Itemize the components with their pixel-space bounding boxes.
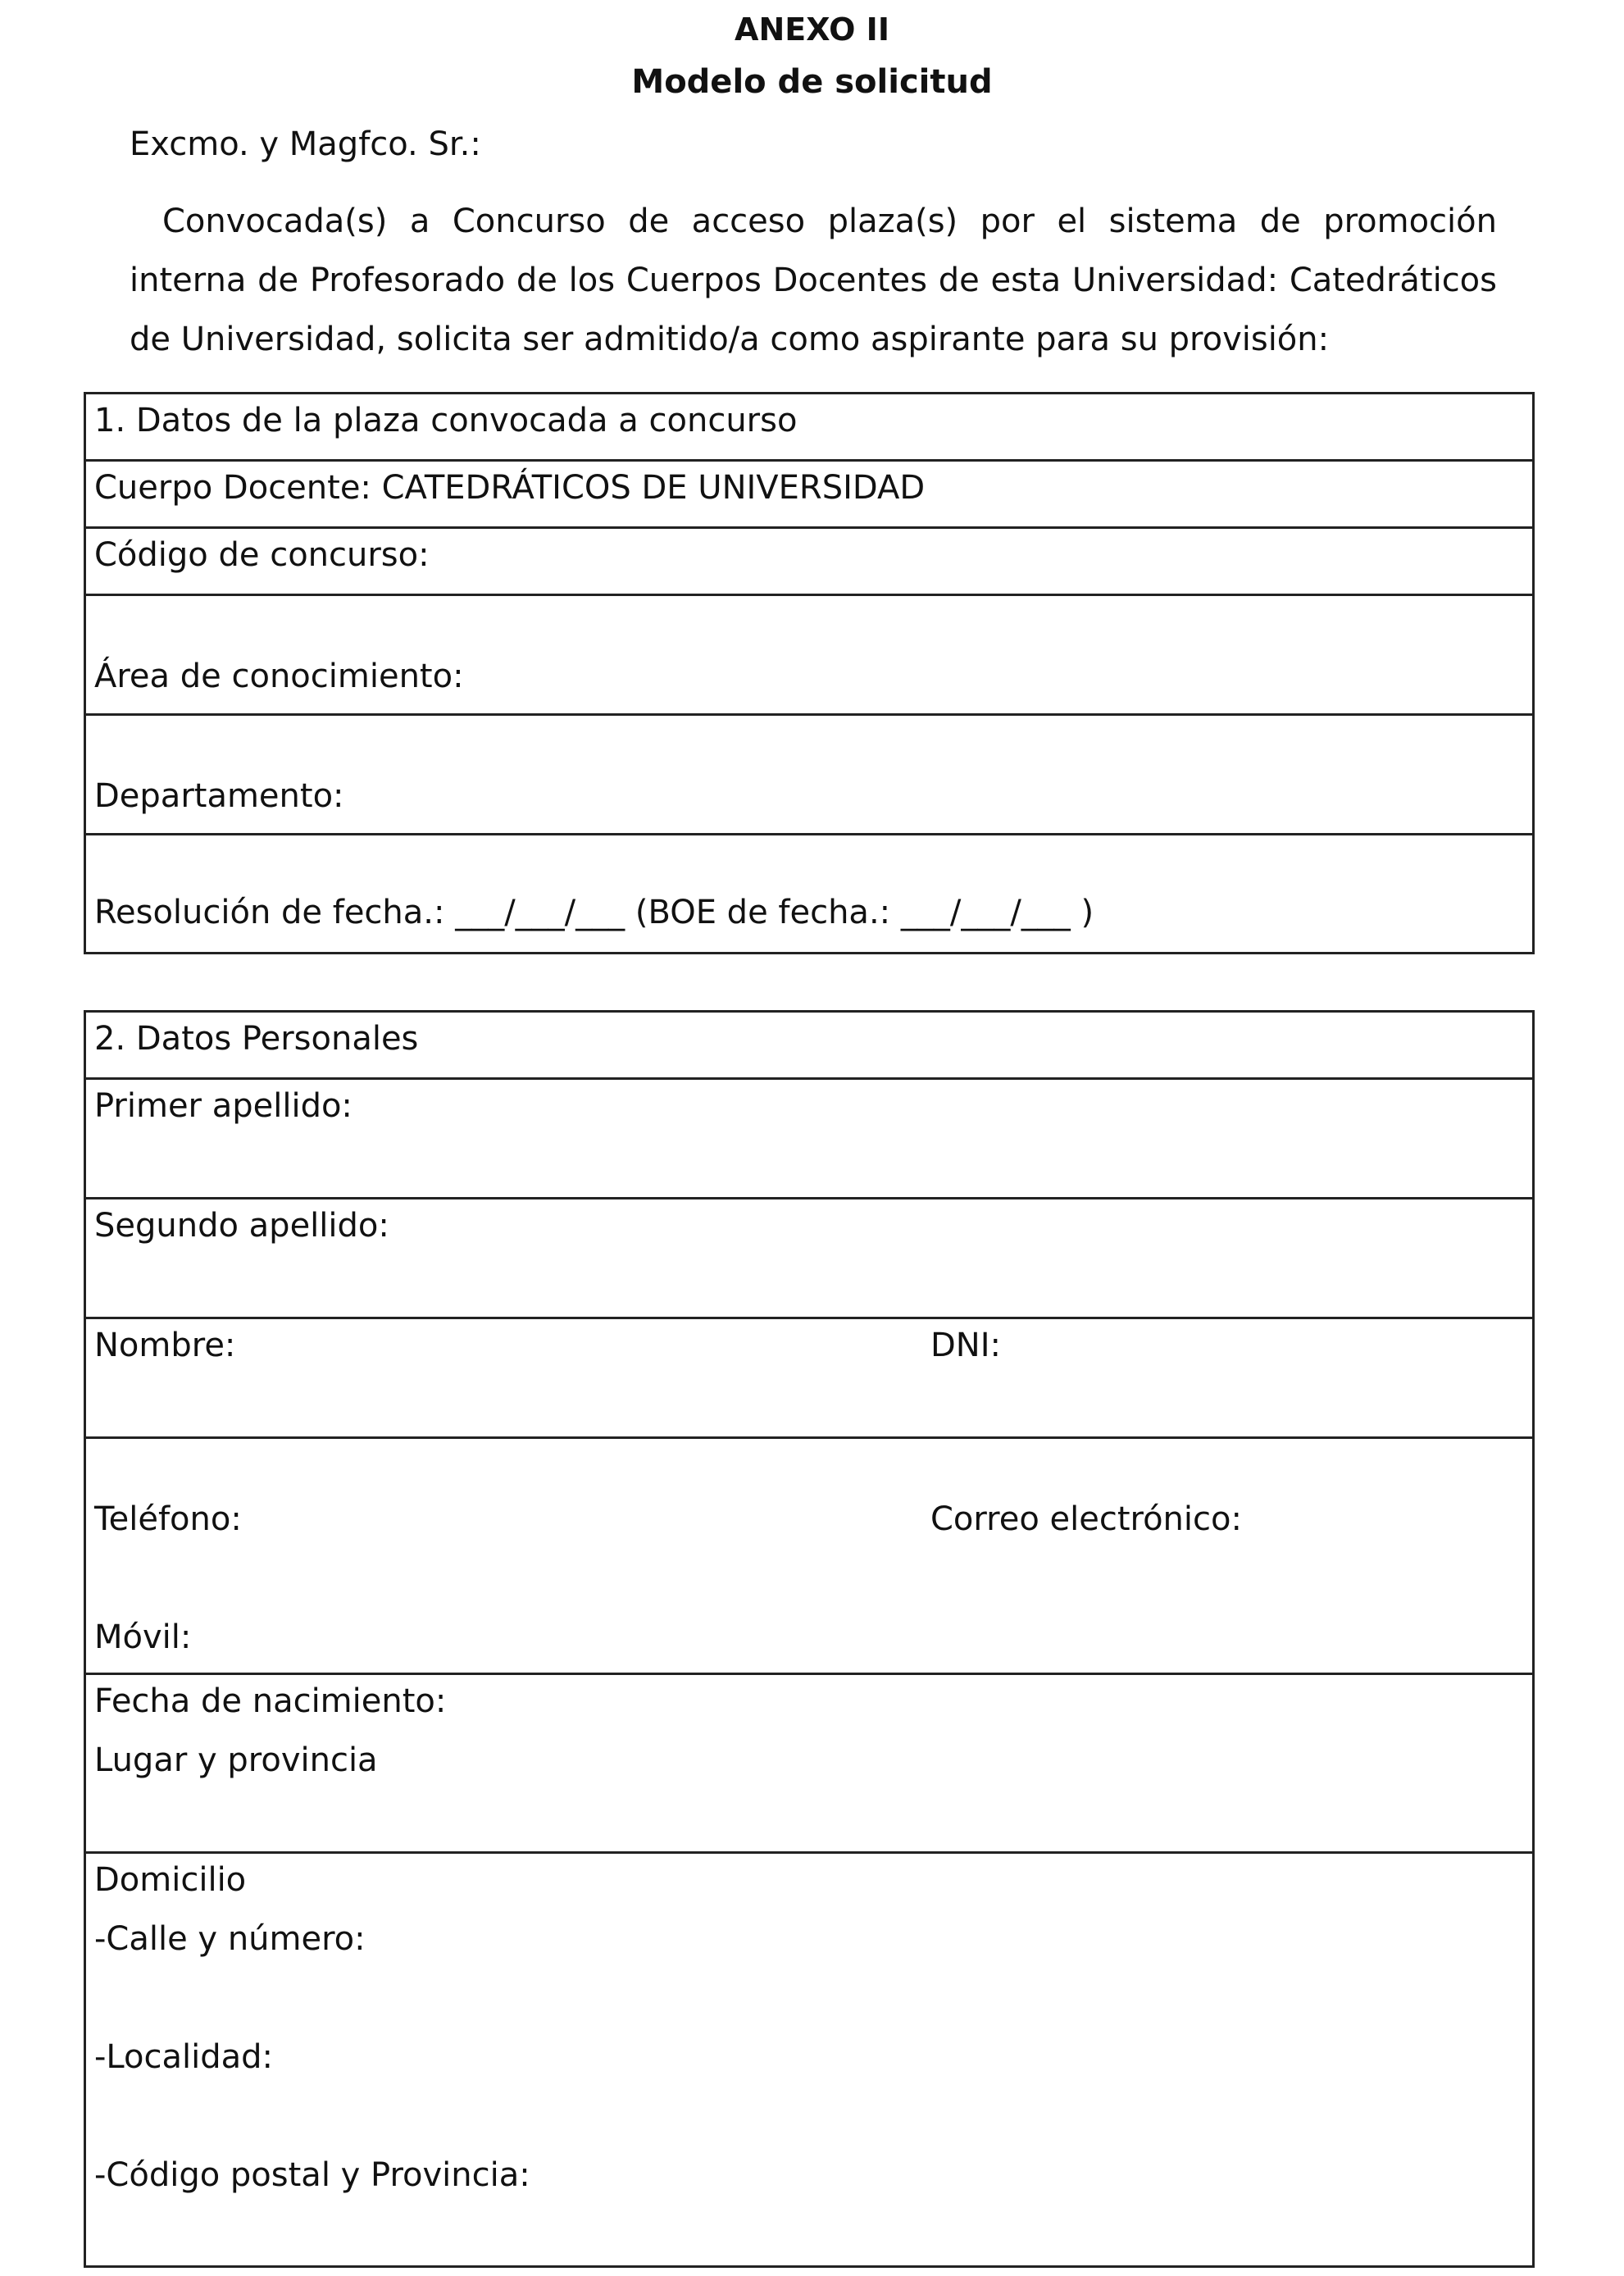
- nacimiento-row[interactable]: [86, 1675, 1532, 1854]
- codigo-postal-label: -Código postal y Provincia:: [94, 2156, 530, 2194]
- domicilio-row[interactable]: [86, 1854, 1532, 2265]
- section1-title: 1. Datos de la plaza convocada a concurso: [94, 402, 798, 439]
- personal-data-table: [84, 1010, 1535, 2268]
- codigo-concurso-label: Código de concurso:: [94, 536, 430, 574]
- greeting: Excmo. y Magfco. Sr.:: [130, 125, 481, 163]
- fecha-nacimiento-label: Fecha de nacimiento:: [94, 1682, 447, 1720]
- lugar-provincia-label: Lugar y provincia: [94, 1741, 378, 1779]
- dni-label: DNI:: [930, 1327, 1001, 1364]
- departamento-label: Departamento:: [94, 777, 344, 815]
- cuerpo-docente-label: Cuerpo Docente: CATEDRÁTICOS DE UNIVERSIDAD: [94, 469, 926, 507]
- area-conocimiento-label: Área de conocimiento:: [94, 658, 464, 695]
- segundo-apellido-row[interactable]: [86, 1199, 1532, 1319]
- position-data-table: [84, 392, 1535, 954]
- section2-title-row: [86, 1013, 1532, 1080]
- primer-apellido-row[interactable]: [86, 1080, 1532, 1199]
- form-title: Modelo de solicitud: [631, 63, 993, 101]
- annex-heading: ANEXO II: [735, 11, 889, 48]
- segundo-apellido-label: Segundo apellido:: [94, 1207, 389, 1245]
- telefono-label: Teléfono:: [94, 1500, 242, 1538]
- domicilio-label: Domicilio: [94, 1861, 247, 1899]
- correo-label: Correo electrónico:: [930, 1500, 1242, 1538]
- contact-row[interactable]: [86, 1439, 1532, 1675]
- section1-title-row: [86, 394, 1532, 462]
- nombre-label: Nombre:: [94, 1327, 236, 1364]
- departamento-row[interactable]: [86, 716, 1532, 835]
- primer-apellido-label: Primer apellido:: [94, 1087, 353, 1125]
- resolucion-row[interactable]: [86, 835, 1532, 952]
- movil-label: Móvil:: [94, 1618, 192, 1656]
- section2-title: 2. Datos Personales: [94, 1020, 419, 1058]
- intro-paragraph: Convocada(s) a Concurso de acceso plaza(s) por el sistema de promoción interna de Profesorado de los Cuerpos Docentes de esta Universidad: Catedráticos de Universidad, solicita ser admitido/a como aspirante para su provisión:: [130, 203, 1497, 358]
- codigo-concurso-row[interactable]: [86, 529, 1532, 596]
- nombre-dni-row[interactable]: [86, 1319, 1532, 1439]
- resolucion-label: Resolución de fecha.: ___/___/___ (BOE de fecha.: ___/___/___ ): [94, 894, 1094, 931]
- area-conocimiento-row[interactable]: [86, 596, 1532, 716]
- cuerpo-docente-row: [86, 462, 1532, 529]
- localidad-label: -Localidad:: [94, 2038, 273, 2076]
- calle-label: -Calle y número:: [94, 1920, 366, 1958]
